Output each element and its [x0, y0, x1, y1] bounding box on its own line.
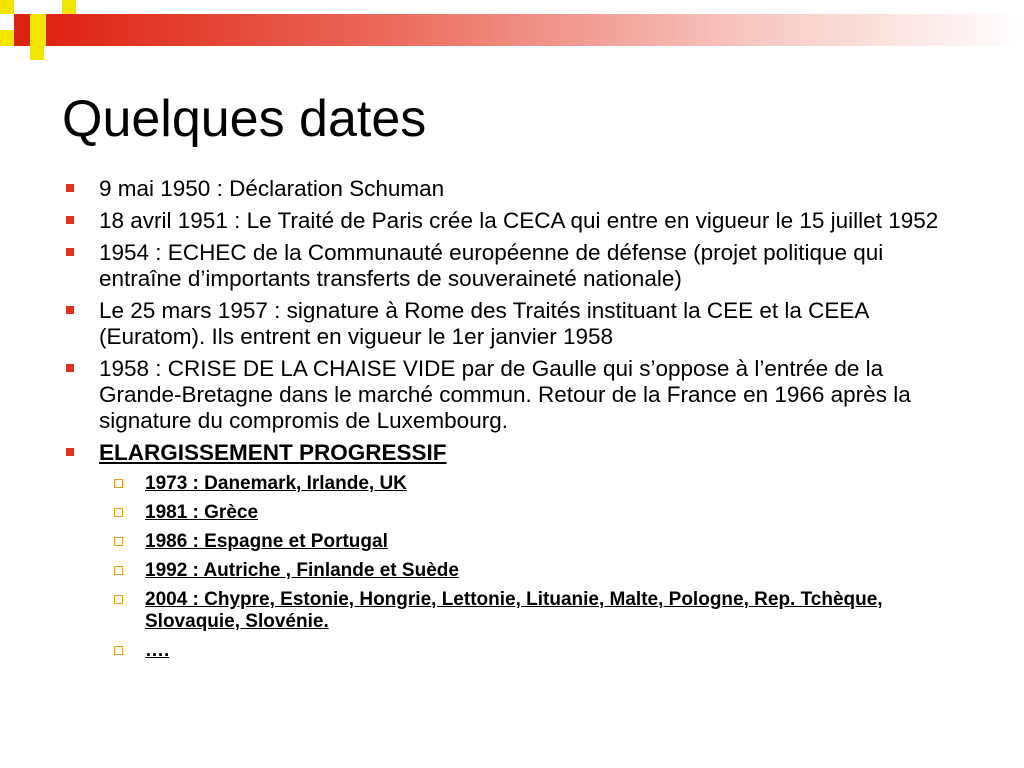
deco-square-yellow-2	[62, 0, 76, 14]
sub-bullet-text: 1981 : Grèce	[145, 502, 259, 523]
bullet-item	[62, 240, 962, 292]
bullet-text: 18 avril 1951 : Le Traité de Paris crée la CECA qui entre en vigueur le 15 juillet 1952	[99, 208, 939, 233]
bullet-item	[62, 298, 962, 350]
sub-bullet-item	[62, 589, 962, 633]
bullet-text: Le 25 mars 1957 : signature à Rome des Traités instituant la CEE et la CEEA (Euratom). Ils entrent en vigueur le 1er janvier 1958	[99, 298, 869, 349]
filled-square-icon	[66, 364, 74, 372]
filled-square-icon	[66, 306, 74, 314]
bullet-text: ELARGISSEMENT PROGRESSIF	[99, 440, 447, 465]
bullet-text: 9 mai 1950 : Déclaration Schuman	[99, 176, 445, 201]
slide-title: Quelques dates	[62, 90, 427, 148]
sub-bullet-list	[62, 473, 962, 662]
sub-bullet-text: ….	[145, 640, 170, 661]
deco-square-yellow-6	[30, 46, 44, 60]
filled-square-icon	[66, 248, 74, 256]
bullet-item	[62, 356, 962, 434]
hollow-square-icon	[114, 595, 123, 604]
deco-square-red-2	[14, 30, 30, 46]
sub-bullet-item	[62, 473, 962, 495]
deco-square-red-1	[14, 14, 30, 30]
hollow-square-icon	[114, 508, 123, 517]
deco-square-yellow-1	[0, 0, 14, 14]
sub-bullet-item	[62, 531, 962, 553]
bullet-item	[62, 208, 962, 234]
hollow-square-icon	[114, 537, 123, 546]
hollow-square-icon	[114, 646, 123, 655]
filled-square-icon	[66, 184, 74, 192]
sub-bullet-item	[62, 502, 962, 524]
hollow-square-icon	[114, 566, 123, 575]
deco-square-yellow-4	[0, 30, 14, 46]
filled-square-icon	[66, 448, 74, 456]
sub-bullet-text: 1992 : Autriche , Finlande et Suède	[145, 560, 459, 581]
bullet-text: 1954 : ECHEC de la Communauté européenne de défense (projet politique qui entraîne d’importants transferts de souveraineté nationale)	[99, 240, 884, 291]
deco-square-yellow-3	[30, 14, 46, 30]
sub-bullet-item	[62, 640, 962, 662]
deco-square-yellow-5	[30, 30, 46, 46]
filled-square-icon	[66, 216, 74, 224]
bullet-item-elargissement	[62, 440, 962, 466]
hollow-square-icon	[114, 479, 123, 488]
bullet-text: 1958 : CRISE DE LA CHAISE VIDE par de Gaulle qui s’oppose à l’entrée de la Grande-Bretagne dans le marché commun. Retour de la France en 1966 après la signature du compromis de Luxembourg.	[99, 356, 911, 433]
bullet-item	[62, 176, 962, 202]
sub-bullet-item	[62, 560, 962, 582]
header-gradient-bar	[46, 14, 1024, 46]
bullet-list	[62, 176, 962, 669]
sub-bullet-text: 2004 : Chypre, Estonie, Hongrie, Lettonie, Lituanie, Malte, Pologne, Rep. Tchèque, Slovaquie, Slovénie.	[145, 589, 883, 632]
sub-bullet-text: 1973 : Danemark, Irlande, UK	[145, 473, 407, 494]
sub-bullet-text: 1986 : Espagne et Portugal	[145, 531, 388, 552]
